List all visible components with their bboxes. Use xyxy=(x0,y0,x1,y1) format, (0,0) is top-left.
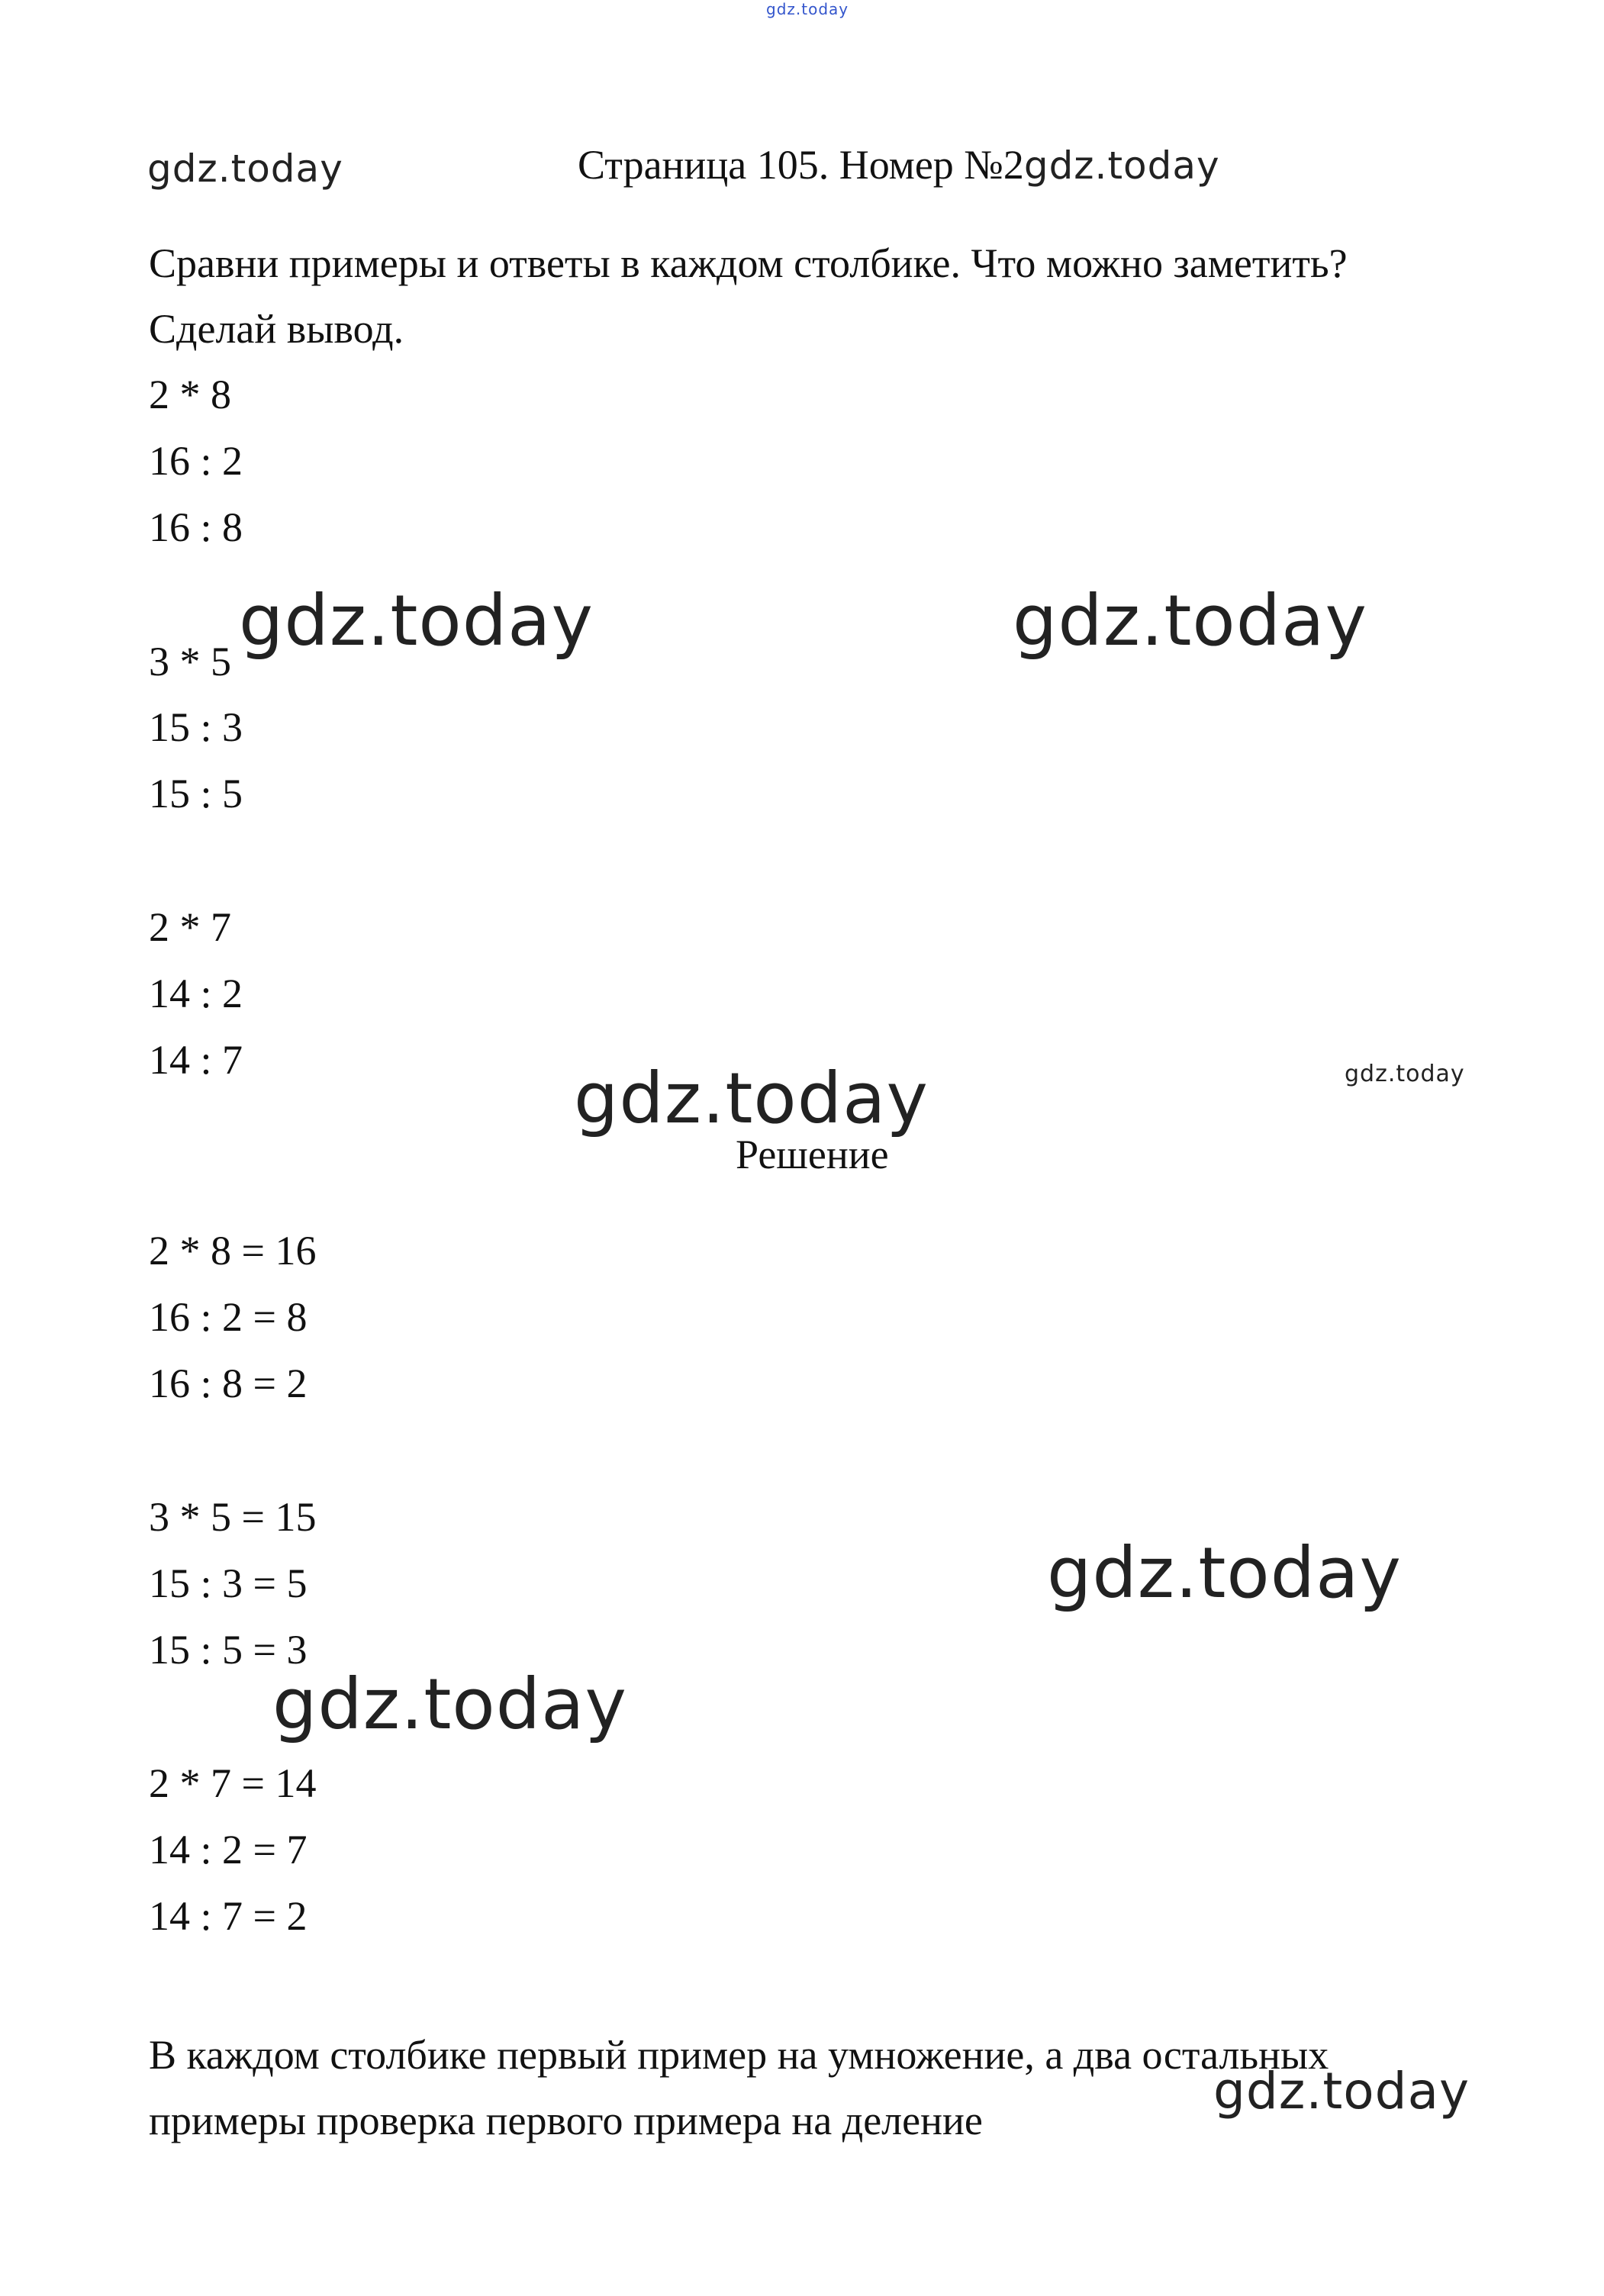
watermark-large-3: gdz.today xyxy=(574,1058,929,1139)
page-title-text: Страница 105. Номер №2 xyxy=(578,142,1024,188)
watermark-large-5: gdz.today xyxy=(272,1663,627,1745)
task-expression: 16 : 2 xyxy=(149,438,243,484)
solution-expression: 16 : 8 = 2 xyxy=(149,1361,308,1406)
solution-expression: 16 : 2 = 8 xyxy=(149,1294,308,1340)
task-expression: 15 : 3 xyxy=(149,704,243,750)
watermark-large-4: gdz.today xyxy=(1047,1532,1402,1614)
solution-expression: 14 : 2 = 7 xyxy=(149,1827,308,1873)
task-expression: 14 : 2 xyxy=(149,971,243,1016)
page-title xyxy=(578,141,1220,188)
task-expression: 15 : 5 xyxy=(149,771,243,816)
watermark-header-inline: gdz.today xyxy=(1023,143,1220,188)
solution-heading: Решение xyxy=(736,1132,889,1177)
solution-expression: 14 : 7 = 2 xyxy=(149,1893,308,1939)
task-question-line-1: Сравни примеры и ответы в каждом столбике. Что можно заметить? xyxy=(149,240,1348,286)
task-question-line-2: Сделай вывод. xyxy=(149,306,404,352)
task-expression: 2 * 8 xyxy=(149,372,231,417)
watermark-large-2: gdz.today xyxy=(1013,580,1367,662)
solution-expression: 2 * 7 = 14 xyxy=(149,1760,317,1806)
solution-expression: 15 : 5 = 3 xyxy=(149,1627,308,1673)
task-expression: 16 : 8 xyxy=(149,504,243,550)
solution-expression: 2 * 8 = 16 xyxy=(149,1228,317,1274)
solution-expression: 3 * 5 = 15 xyxy=(149,1494,317,1540)
solution-conclusion-line-2: примеры проверка первого примера на деление xyxy=(149,2098,983,2143)
watermark-small-right: gdz.today xyxy=(1345,1061,1465,1087)
watermark-header-left: gdz.today xyxy=(147,147,343,191)
task-expression: 3 * 5 xyxy=(149,639,231,684)
watermark-large-1: gdz.today xyxy=(239,580,594,662)
solution-conclusion-line-1: В каждом столбике первый пример на умножение, а два остальных xyxy=(149,2032,1329,2078)
task-expression: 2 * 7 xyxy=(149,904,231,950)
watermark-top-tiny: gdz.today xyxy=(766,0,849,18)
solution-expression: 15 : 3 = 5 xyxy=(149,1560,308,1606)
task-expression: 14 : 7 xyxy=(149,1037,243,1083)
watermark-bottom-right: gdz.today xyxy=(1213,2062,1470,2120)
